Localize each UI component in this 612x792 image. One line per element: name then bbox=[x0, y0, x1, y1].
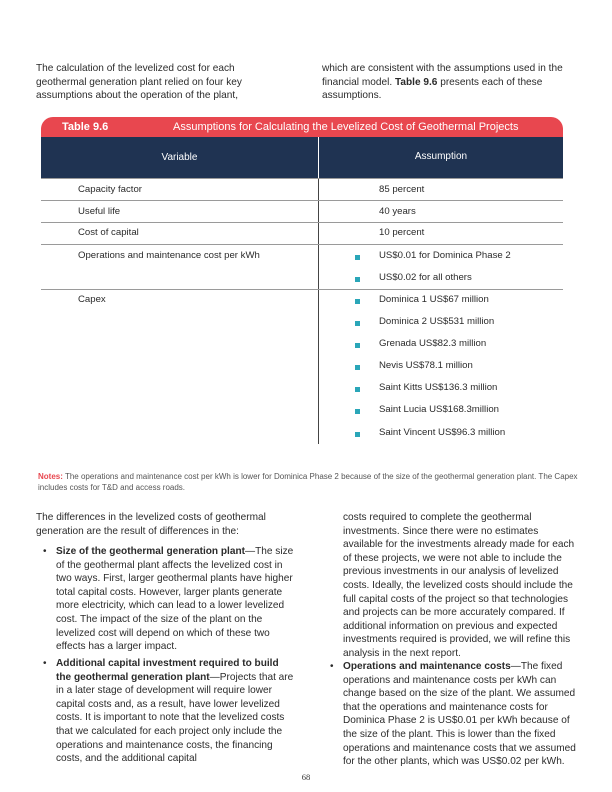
capex-bullet-item: Grenada US$82.3 million bbox=[379, 338, 487, 349]
table-label: Table 9.6 bbox=[62, 121, 109, 133]
table-reference: Table 9.6 bbox=[394, 76, 438, 88]
notes-label: Notes: bbox=[38, 472, 63, 481]
body-right-continuation: costs required to complete the geothermal investments. Since there were no estimates available for the investments already made for each of these projects, we were not able to include the previous investments in our analysis of levelized costs. Ideally, the levelized costs should include the full capital costs of the project so that technologies and projects can be more accurately compared. If additional information on previous and expected investments required is provided, we will refine this analysis in the next report. bbox=[343, 512, 575, 659]
header-assumption: Assumption bbox=[414, 151, 468, 162]
bullet-text: —The fixed operations and maintenance costs per kWh can change based on the size of the plant. We assumed that the operations and maintenance costs for Dominica Phase 2 is US$0.01 per kWh because of the size of the plant. This is lower than the fixed operations and maintenance costs that we assumed for the other plants, which was US$0.02 per kWh. bbox=[343, 661, 576, 768]
row-cost-of-capital-value: 10 percent bbox=[379, 227, 425, 238]
bullet-dot-icon: • bbox=[43, 546, 47, 557]
bullet-square-icon bbox=[355, 321, 360, 326]
capex-bullet-item: Dominica 2 US$531 million bbox=[379, 316, 495, 327]
bullet-capital-investment bbox=[56, 657, 296, 766]
row-capex-variable: Capex bbox=[78, 294, 106, 305]
bullet-text: —Projects that are in a later stage of development will require lower capital costs and, as a result, have lower levelized costs. It is important to note that the levelized costs that we calculated for each project only include the operations and maintenance costs, the financing costs, and the additional capital bbox=[56, 671, 294, 765]
intro-left-paragraph: The calculation of the levelized cost for each geothermal generation plant relied on four key assumptions about the operation of the plant, bbox=[36, 63, 242, 102]
capex-bullet-item: Nevis US$78.1 million bbox=[379, 360, 473, 371]
bullet-dot-icon: • bbox=[43, 658, 47, 669]
intro-right-text: which are consistent with the assumptions used in the financial model. bbox=[322, 63, 563, 88]
bullet-text: —The size of the geothermal plant affects the levelized cost in two ways. First, larger geothermal plants have higher total capital costs. However, larger plants generate more electricity, which can lead to a lower levelized cost. The impact of the size of the plant on the levelized cost will depend on which of these two effects has a larger impact. bbox=[56, 546, 294, 653]
bullet-square-icon bbox=[355, 343, 360, 348]
row-capacity-factor-variable: Capacity factor bbox=[78, 184, 142, 195]
bullet-square-icon bbox=[355, 409, 360, 414]
capex-bullet-item: Saint Kitts US$136.3 million bbox=[379, 382, 498, 393]
table-notes bbox=[38, 472, 578, 493]
row-useful-life-variable: Useful life bbox=[78, 206, 121, 217]
notes-text: The operations and maintenance cost per kWh is lower for Dominica Phase 2 because of the size of the geothermal generation plant. The Capex includes costs for T&D and access roads. bbox=[38, 472, 578, 492]
row-om-cost-variable: Operations and maintenance cost per kWh bbox=[78, 250, 260, 261]
capex-bullet-item: Saint Vincent US$96.3 million bbox=[379, 427, 506, 438]
bullet-title: Size of the geothermal generation plant bbox=[56, 546, 246, 557]
row-rule bbox=[41, 178, 563, 179]
row-rule bbox=[41, 244, 563, 245]
intro-right-paragraph bbox=[322, 62, 572, 103]
row-capacity-factor-value: 85 percent bbox=[379, 184, 425, 195]
row-rule bbox=[41, 200, 563, 201]
capex-bullet-item: Dominica 1 US$67 million bbox=[379, 294, 489, 305]
bullet-square-icon bbox=[355, 387, 360, 392]
om-bullet-item: US$0.02 for all others bbox=[379, 272, 472, 283]
bullet-square-icon bbox=[355, 277, 360, 282]
row-rule bbox=[41, 222, 563, 223]
row-cost-of-capital-variable: Cost of capital bbox=[78, 227, 139, 238]
capex-bullet-item: Saint Lucia US$168.3million bbox=[379, 404, 499, 415]
body-left-intro: The differences in the levelized costs of geothermal generation are the result of differences in the: bbox=[36, 512, 266, 537]
bullet-square-icon bbox=[355, 255, 360, 260]
bullet-title: Operations and maintenance costs bbox=[343, 661, 511, 672]
table-title: Assumptions for Calculating the Levelized Cost of Geothermal Projects bbox=[173, 121, 519, 133]
bullet-square-icon bbox=[355, 299, 360, 304]
bullet-plant-size bbox=[56, 545, 296, 654]
row-useful-life-value: 40 years bbox=[379, 206, 416, 217]
bullet-om-costs bbox=[343, 660, 577, 769]
column-divider bbox=[318, 178, 319, 444]
page-number: 68 bbox=[301, 772, 311, 782]
bullet-square-icon bbox=[355, 432, 360, 437]
row-rule bbox=[41, 289, 563, 290]
om-bullet-item: US$0.01 for Dominica Phase 2 bbox=[379, 250, 511, 261]
bullet-dot-icon: • bbox=[330, 661, 334, 672]
bullet-title: Additional capital investment required to build the geothermal generation plant bbox=[56, 658, 279, 683]
bullet-square-icon bbox=[355, 365, 360, 370]
header-variable: Variable bbox=[161, 152, 198, 163]
intro-right-text-end: presents each of these assumptions. bbox=[322, 76, 543, 102]
